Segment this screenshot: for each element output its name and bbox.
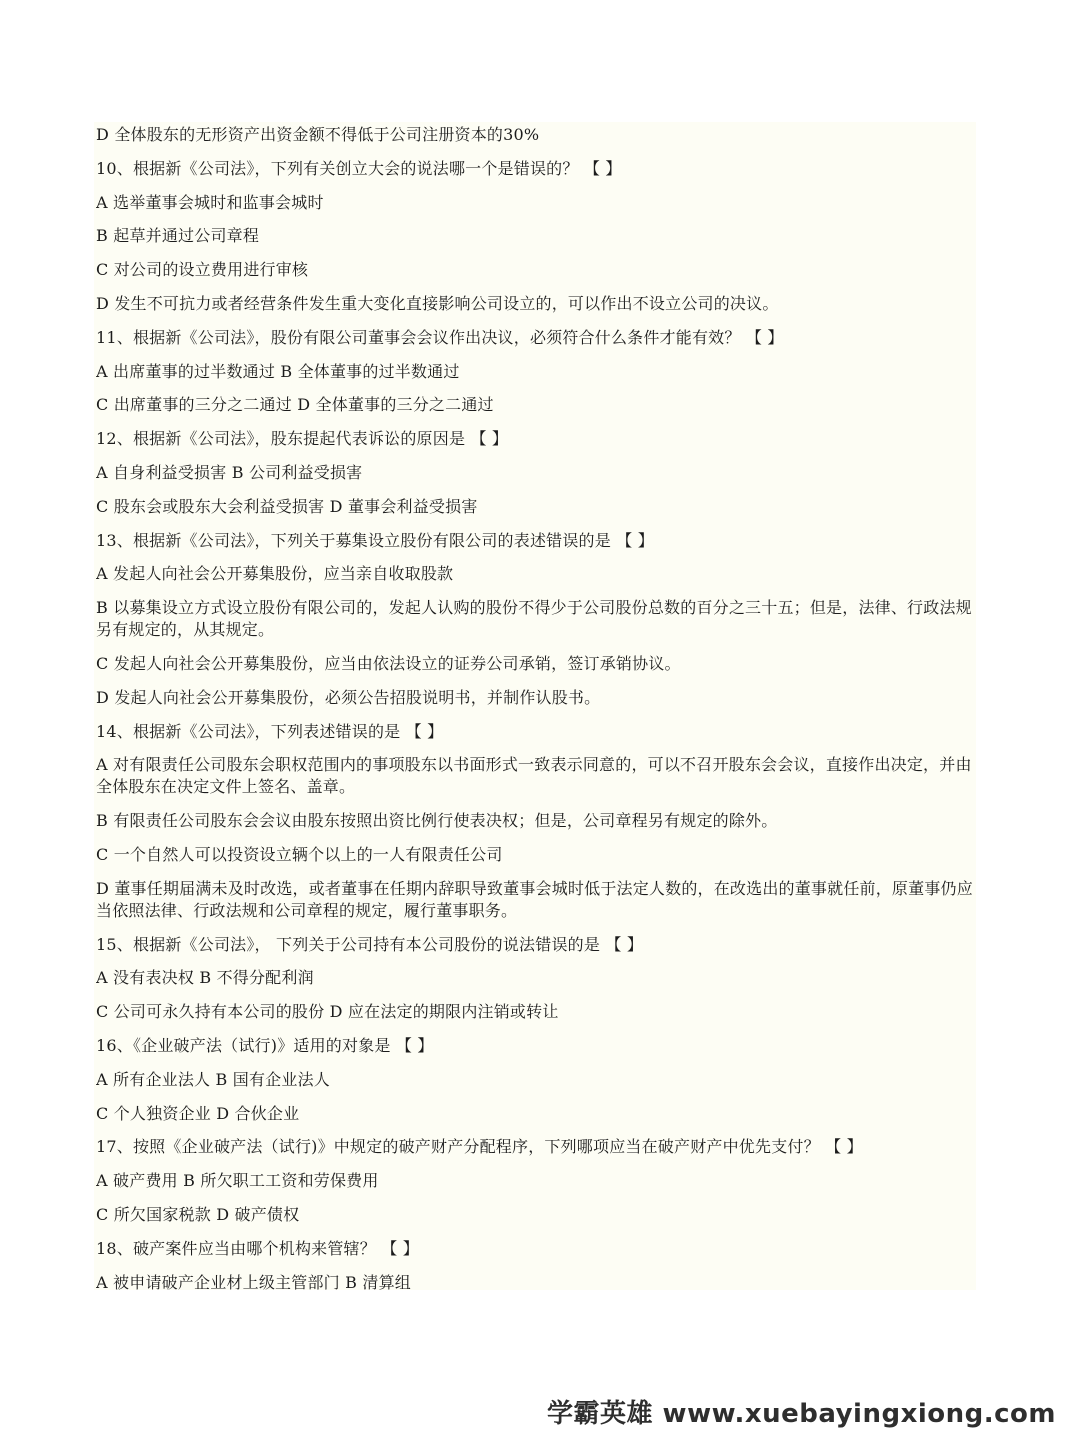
option-line: D 发生不可抗力或者经营条件发生重大变化直接影响公司设立的，可以作出不设立公司的决议。 — [96, 293, 779, 313]
option-line: C 对公司的设立费用进行审核 — [96, 260, 309, 280]
document-body — [96, 124, 976, 1305]
option-line: A 所有企业法人 B 国有企业法人 — [96, 1069, 330, 1089]
option-line: A 自身利益受损害 B 公司利益受损害 — [96, 462, 363, 482]
option-line: C 出席董事的三分之二通过 D 全体董事的三分之二通过 — [96, 395, 494, 415]
option-line: D 董事任期届满未及时改选，或者董事在任期内辞职导致董事会城时低于法定人数的，在改选出的董事就任前，原董事仍应当依照法律、行政法规和公司章程的规定，履行董事职务。 — [96, 878, 973, 920]
option-line: A 选举董事会城时和监事会城时 — [96, 192, 324, 212]
option-line: B 以募集设立方式设立股份有限公司的，发起人认购的股份不得少于公司股份总数的百分之三十五；但是，法律、行政法规另有规定的，从其规定。 — [96, 598, 972, 640]
option-line: C 公司可永久持有本公司的股份 D 应在法定的期限内注销或转让 — [96, 1002, 559, 1022]
option-line: A 发起人向社会公开募集股份，应当亲自收取股款 — [96, 564, 454, 584]
question-10: 10、根据新《公司法》，下列有关创立大会的说法哪一个是错误的？ 【 】 — [96, 158, 622, 178]
question-14: 14、根据新《公司法》，下列表述错误的是 【 】 — [96, 721, 444, 741]
option-line: C 所欠国家税款 D 破产债权 — [96, 1204, 300, 1224]
option-line: A 破产费用 B 所欠职工工资和劳保费用 — [96, 1171, 379, 1191]
option-line: B 起草并通过公司章程 — [96, 226, 260, 246]
text-line: D 全体股东的无形资产出资金额不得低于公司注册资本的30% — [96, 125, 540, 144]
option-line: A 对有限责任公司股东会职权范围内的事项股东以书面形式一致表示同意的，可以不召开股东会会议，直接作出决定，并由全体股东在决定文件上签名、盖章。 — [96, 755, 972, 797]
option-line: C 一个自然人可以投资设立辆个以上的一人有限责任公司 — [96, 844, 503, 864]
option-line: C 发起人向社会公开募集股份，应当由依法设立的证券公司承销，签订承销协议。 — [96, 653, 681, 673]
question-18: 18、破产案件应当由哪个机构来管辖？ 【 】 — [96, 1238, 419, 1258]
question-13: 13、根据新《公司法》，下列关于募集设立股份有限公司的表述错误的是 【 】 — [96, 530, 654, 550]
question-12: 12、根据新《公司法》，股东提起代表诉讼的原因是 【 】 — [96, 429, 509, 449]
option-line: C 股东会或股东大会利益受损害 D 董事会利益受损害 — [96, 496, 478, 516]
question-16: 16、《企业破产法（试行)》适用的对象是 【 】 — [96, 1035, 434, 1055]
question-17: 17、按照《企业破产法（试行)》中规定的破产财产分配程序，下列哪项应当在破产财产中优先支付？ 【 】 — [96, 1137, 863, 1157]
option-line: B 有限责任公司股东会会议由股东按照出资比例行使表决权；但是，公司章程另有规定的除外。 — [96, 811, 778, 831]
question-11: 11、根据新《公司法》，股份有限公司董事会会议作出决议，必须符合什么条件才能有效？ 【 】 — [96, 327, 784, 347]
option-line: A 被申请破产企业材上级主管部门 B 清算组 — [96, 1272, 411, 1292]
option-line: A 出席董事的过半数通过 B 全体董事的过半数通过 — [96, 361, 460, 381]
site-watermark: 学霸英雄 www.xuebayingxiong.com — [547, 1399, 1056, 1429]
option-line: A 没有表决权 B 不得分配利润 — [96, 968, 314, 988]
option-line: D 发起人向社会公开募集股份，必须公告招股说明书，并制作认股书。 — [96, 687, 601, 707]
question-15: 15、根据新《公司法》， 下列关于公司持有本公司股份的说法错误的是 【 】 — [96, 934, 644, 954]
option-line: C 个人独资企业 D 合伙企业 — [96, 1103, 300, 1123]
